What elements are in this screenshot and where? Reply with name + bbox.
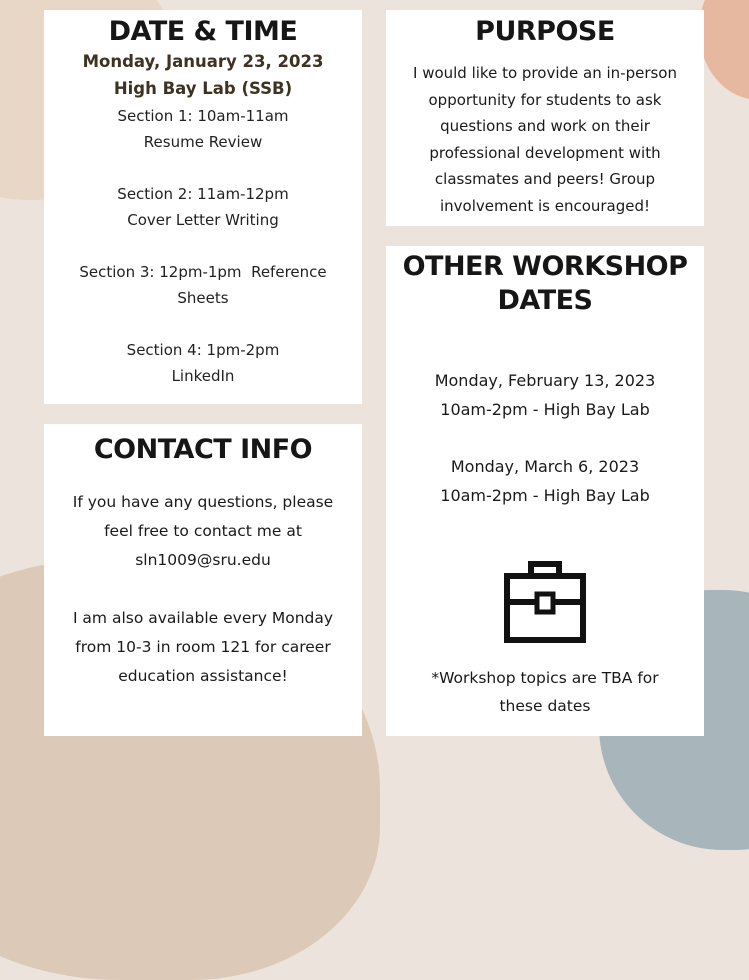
contact-card: [44, 424, 362, 736]
section-3-topic: Sheets: [177, 289, 229, 307]
tba-note: [386, 664, 704, 720]
workshop-detail-1: 10am-2pm - High Bay Lab: [440, 400, 650, 419]
tba-note-line2: these dates: [499, 697, 591, 715]
purpose-title: PURPOSE: [475, 16, 615, 47]
workshop-detail-2: 10am-2pm - High Bay Lab: [440, 486, 650, 505]
event-date: Monday, January 23, 2023: [82, 52, 324, 71]
date-time-card: [44, 10, 362, 404]
other-dates-title-line2: DATES: [497, 285, 593, 316]
purpose-card: [386, 10, 704, 226]
workshop-date-2: Monday, March 6, 2023: [450, 457, 640, 476]
section-2-topic: Cover Letter Writing: [127, 211, 279, 229]
section-3-time: Section 3: 12pm-1pm Reference: [79, 263, 327, 281]
contact-line: If you have any questions, please: [72, 493, 334, 511]
purpose-line: involvement is encouraged!: [439, 196, 651, 215]
section-1-time: Section 1: 10am-11am: [117, 107, 289, 125]
purpose-line: questions and work on their: [440, 117, 650, 135]
contact-text: [54, 488, 352, 691]
purpose-line: I would like to provide an in-person: [413, 64, 677, 82]
background-shape-peach: [699, 0, 749, 100]
section-1-topic: Resume Review: [143, 133, 263, 151]
other-dates-card: [386, 246, 704, 736]
tba-note-line1: *Workshop topics are TBA for: [431, 669, 659, 687]
event-location: High Bay Lab (SSB): [113, 79, 293, 98]
section-2-time: Section 2: 11am-12pm: [117, 185, 289, 203]
contact-line: I am also available every Monday: [72, 609, 334, 627]
other-dates-title-line1: OTHER WORKSHOP: [402, 251, 688, 282]
contact-line: from 10-3 in room 121 for career: [75, 638, 331, 656]
workshop-date-1: Monday, February 13, 2023: [434, 371, 656, 390]
contact-line: education assistance!: [118, 667, 288, 685]
date-time-title: DATE & TIME: [108, 16, 298, 47]
briefcase-icon: [497, 552, 593, 648]
contact-line: feel free to contact me at: [104, 522, 302, 540]
purpose-line: professional development with: [429, 143, 661, 162]
purpose-line: opportunity for students to ask: [428, 90, 662, 109]
purpose-text: [394, 60, 696, 219]
contact-title: CONTACT INFO: [93, 434, 313, 465]
other-dates-title: [386, 250, 704, 318]
other-dates-list: [386, 366, 704, 510]
section-4-time: Section 4: 1pm-2pm: [126, 341, 280, 359]
purpose-line: classmates and peers! Group: [434, 170, 656, 188]
contact-email[interactable]: sln1009@sru.edu: [135, 551, 271, 569]
section-4-topic: LinkedIn: [171, 367, 235, 385]
